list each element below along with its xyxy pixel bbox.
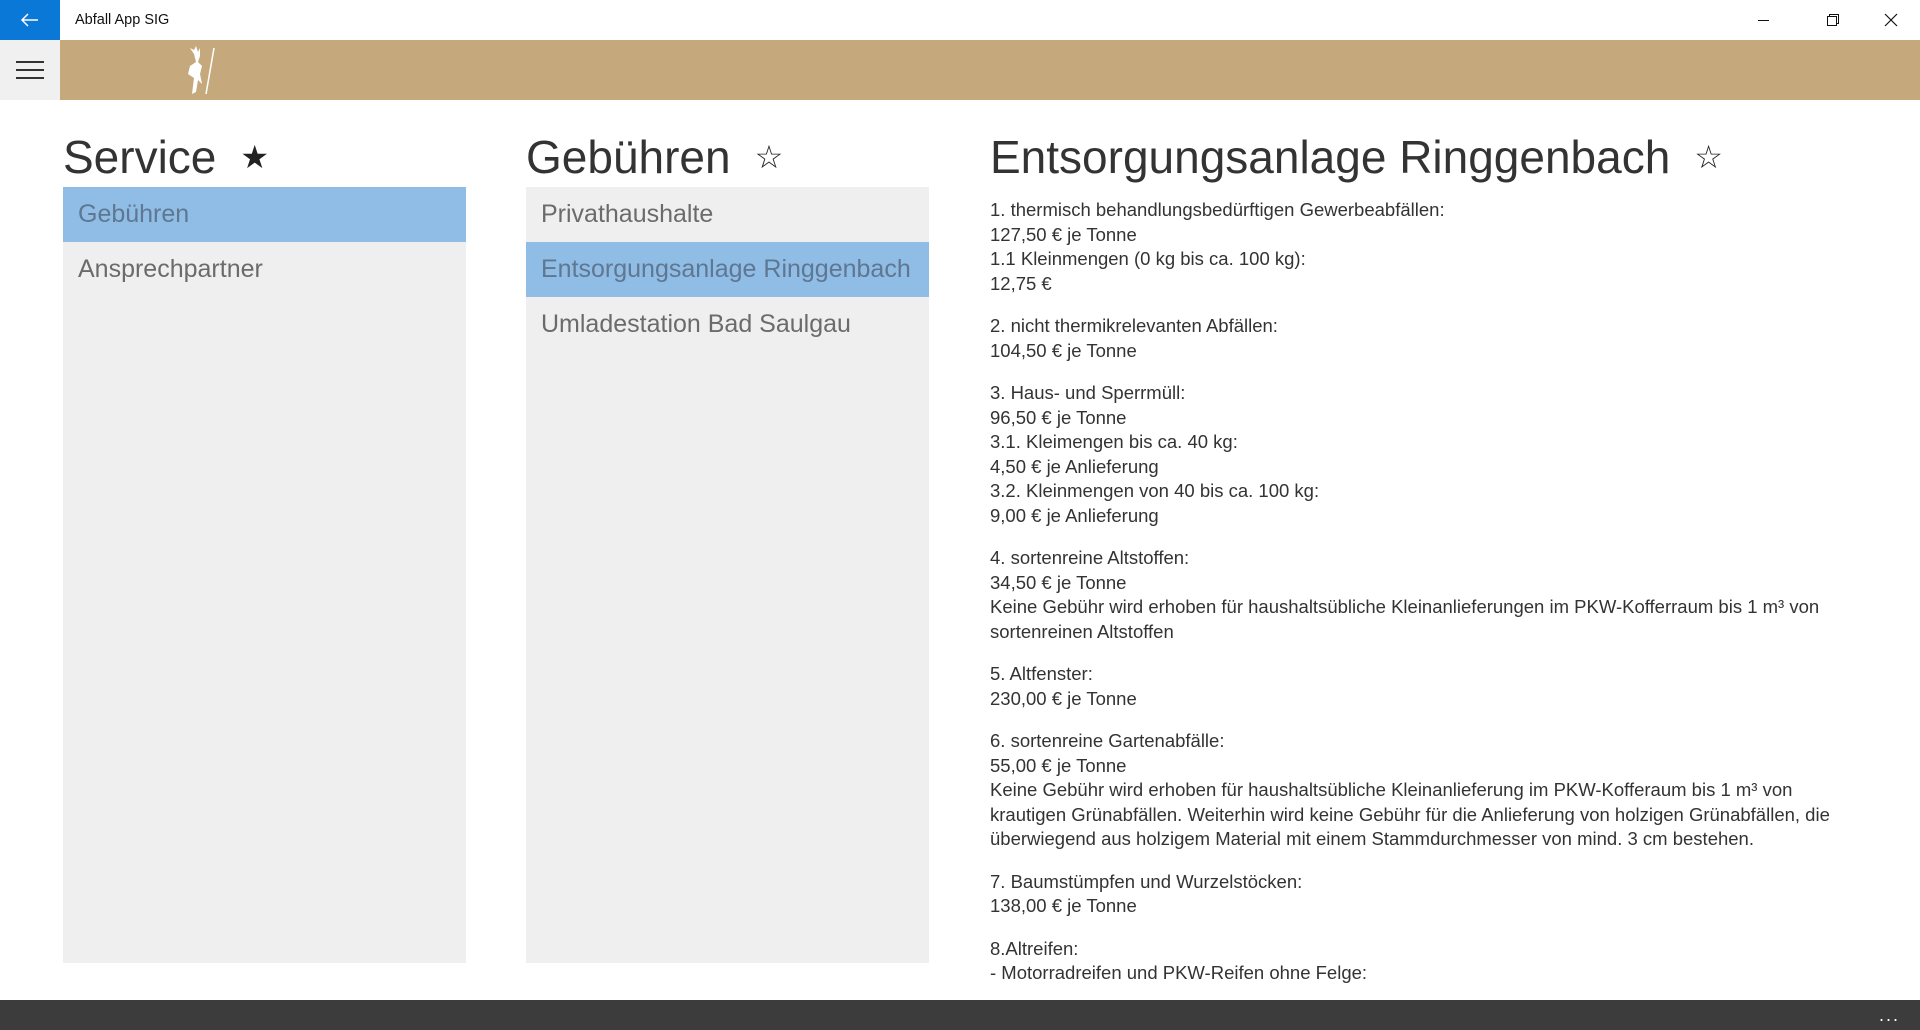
gebuehren-title: Gebühren [526, 131, 731, 183]
minimize-icon [1758, 15, 1769, 26]
fee-section-6: 6. sortenreine Gartenabfälle: 55,00 € je Tonne Keine Gebühr wird erhoben für haushaltsübliche Kleinanlieferung im PKW-Kofferaum bis 1 m³ von krautigen Grünabfällen. Weiterhin wird keine Gebühr für die Anlieferung von holzigen Grünabfällen, die überwiegend aus holzigem Material mit einem Stammdurchmesser von mind. 3 cm bestehen. [990, 730, 1830, 849]
fee-section-1: 1. thermisch behandlungsbedürftigen Gewerbeabfällen: 127,50 € je Tonne 1.1 Kleinmengen (0 kg bis ca. 100 kg): 12,75 € [990, 199, 1445, 294]
list-item-gebuehren[interactable]: Gebühren [63, 187, 466, 242]
star-outline-icon[interactable]: ☆ [1694, 139, 1723, 175]
fee-section-3: 3. Haus- und Sperrmüll: 96,50 € je Tonne 3.1. Kleimengen bis ca. 40 kg: 4,50 € je Anlieferung 3.2. Kleinmengen von 40 bis ca. 100 kg: 9,00 € je Anlieferung [990, 382, 1320, 526]
hamburger-icon [16, 60, 44, 80]
app-title: Abfall App SIG [75, 12, 170, 28]
fee-section-5: 5. Altfenster: 230,00 € je Tonne [990, 663, 1137, 709]
detail-title: Entsorgungsanlage Ringgenbach [990, 131, 1671, 183]
fee-section-4: 4. sortenreine Altstoffen: 34,50 € je Tonne Keine Gebühr wird erhoben für haushaltsübliche Kleinanlieferungen im PKW-Kofferraum bis 1 m³ von sortenreinen Altstoffen [990, 547, 1820, 642]
star-outline-icon[interactable]: ☆ [754, 139, 784, 175]
header-band [60, 40, 1920, 100]
list-item-ansprechpartner[interactable]: Ansprechpartner [78, 255, 263, 283]
list-item-entsorgungsanlage-ringgenbach[interactable]: Entsorgungsanlage Ringgenbach [526, 242, 929, 297]
back-arrow-icon [21, 13, 39, 27]
fee-section-2: 2. nicht thermikrelevanten Abfällen: 104,50 € je Tonne [990, 315, 1278, 361]
list-item-umladestation-bad-saulgau[interactable]: Umladestation Bad Saulgau [541, 310, 851, 338]
close-icon [1885, 14, 1897, 26]
service-title: Service [63, 131, 217, 183]
close-button[interactable] [1868, 0, 1914, 40]
minimize-button[interactable] [1740, 0, 1786, 40]
service-list [63, 187, 466, 963]
title-bar [0, 0, 1920, 40]
restore-icon [1827, 14, 1839, 26]
back-button[interactable] [0, 0, 60, 40]
gebuehren-heading [526, 130, 783, 184]
detail-content[interactable] [990, 198, 1870, 983]
restore-button[interactable] [1810, 0, 1856, 40]
fee-section-7: 7. Baumstümpfen und Wurzelstöcken: 138,00 € je Tonne [990, 870, 1303, 916]
detail-heading [990, 130, 1723, 184]
deer-logo-icon [178, 44, 220, 96]
more-options-button[interactable]: ... [1878, 1005, 1900, 1025]
star-filled-icon[interactable]: ★ [240, 139, 270, 175]
fee-section-8: 8.Altreifen: - Motorradreifen und PKW-Reifen ohne Felge: [990, 937, 1368, 983]
list-item-privathaushalte[interactable]: Privathaushalte [541, 200, 714, 228]
service-heading [63, 130, 269, 184]
hamburger-menu-button[interactable] [0, 40, 60, 100]
gebuehren-list [526, 187, 929, 963]
bottom-app-bar [0, 1000, 1920, 1030]
